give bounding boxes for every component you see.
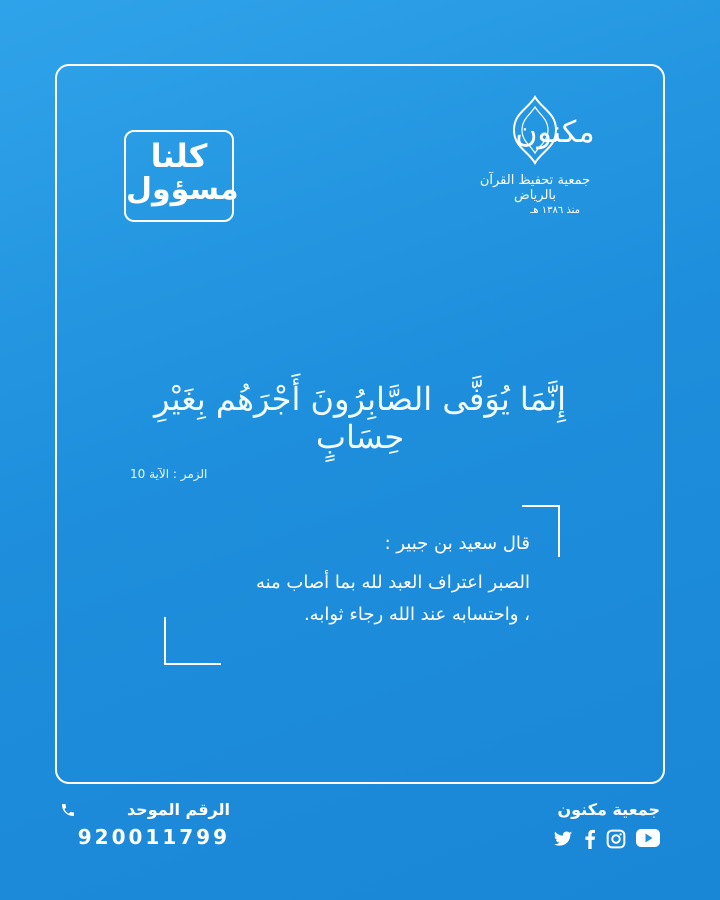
phone-icon — [60, 802, 76, 822]
verse-reference: الزمر : الآية 10 — [130, 467, 208, 481]
quote-block — [150, 505, 560, 665]
org-label: جمعية مكنون — [557, 800, 660, 819]
social-section — [530, 800, 660, 853]
youtube-icon[interactable] — [636, 829, 660, 853]
quote-line-2: ، واحتسابه عند الله رجاء ثوابه. — [303, 603, 530, 625]
badge-line-1: كلنا — [150, 137, 208, 175]
badge-line-2: مسؤول — [126, 171, 239, 207]
quran-verse: إِنَّمَا يُوَفَّى الصَّابِرُونَ أَجْرَهُم بِغَيْرِ حِسَابٍ — [154, 380, 566, 456]
quote-author: قال سعيد بن جبير : — [384, 533, 530, 554]
organization-logo — [465, 95, 605, 216]
phone-section — [60, 800, 230, 849]
phone-number[interactable]: 920011799 — [77, 825, 230, 849]
logo-name: مكنون — [515, 115, 595, 150]
instagram-icon[interactable] — [606, 829, 626, 853]
quote-line-1: الصبر اعتراف العبد لله بما أصاب منه — [255, 572, 530, 593]
phone-label: الرقم الموحد — [126, 800, 230, 819]
quote-text — [150, 567, 530, 630]
logo-org: جمعية تحفيظ القرآن بالرياض — [479, 173, 591, 203]
logo-since: منذ ١٣٨٦ هـ — [530, 205, 580, 216]
campaign-badge — [124, 130, 239, 222]
twitter-icon[interactable] — [552, 829, 574, 853]
social-links — [530, 829, 660, 853]
facebook-icon[interactable] — [584, 829, 596, 853]
